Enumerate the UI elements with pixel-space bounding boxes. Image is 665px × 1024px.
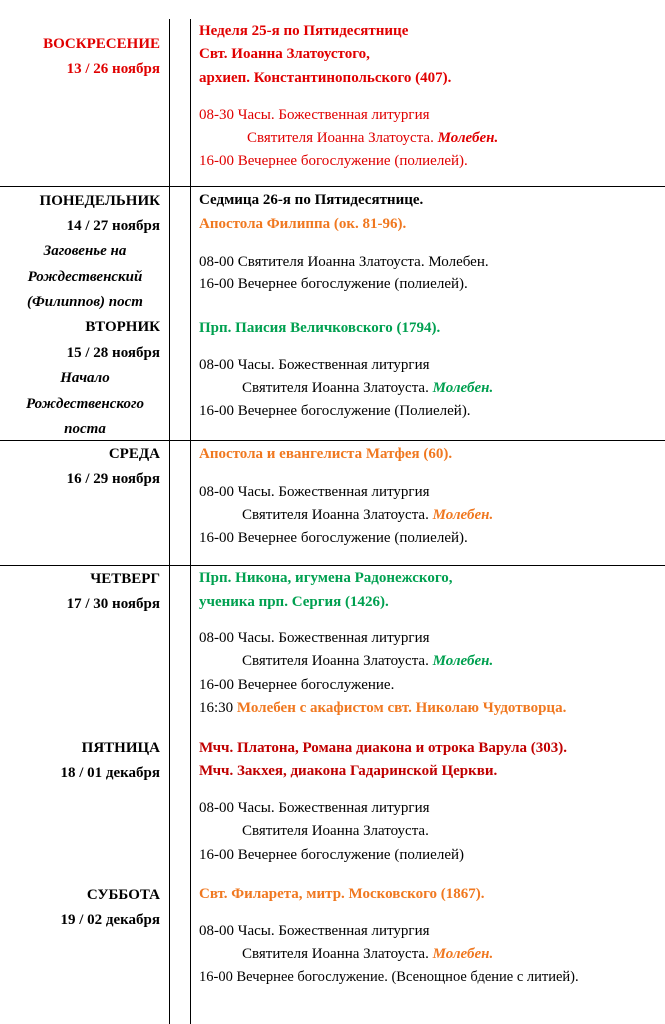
day-date-saturday: 19 / 02 декабря [60,912,160,928]
feast-sunday-3: архиеп. Константинопольского (407). [199,70,452,86]
day-name-friday: ПЯТНИЦА [81,740,160,756]
day-date-wednesday: 16 / 29 ноября [66,471,160,487]
service-wednesday-1: 08-00 Часы. Божественная литургия [199,484,430,500]
day-date-friday: 18 / 01 декабря [60,765,160,781]
day-date-sunday: 13 / 26 ноября [66,61,160,77]
service-friday-1: 08-00 Часы. Божественная литургия [199,800,430,816]
service-friday-2: Святителя Иоанна Златоуста. [242,823,429,839]
day-name-sunday: ВОСКРЕСЕНИЕ [43,36,160,52]
day-name-thursday: ЧЕТВЕРГ [90,571,160,587]
column-divider-left [169,19,170,1024]
service-saturday-1: 08-00 Часы. Божественная литургия [199,923,430,939]
feast-saturday: Свт. Филарета, митр. Московского (1867). [199,886,485,902]
service-thursday-3: 16-00 Вечернее богослужение. [199,677,395,693]
feast-tuesday: Прп. Паисия Величковского (1794). [199,320,441,336]
day-date-tuesday: 15 / 28 ноября [66,345,160,361]
service-saturday-3: 16-00 Вечернее богослужение. (Всенощное бдение с литией). [199,969,579,985]
service-wednesday-3: 16-00 Вечернее богослужение (полиелей). [199,530,468,546]
moleben-saturday: Молебен. [432,946,494,962]
service-saturday-2: Святителя Иоанна Златоуста. Молебен. [242,946,494,962]
feast-friday-1: Мчч. Платона, Романа диакона и отрока Варула (303). [199,740,568,756]
day-note-tuesday-1: Начало [60,370,110,386]
service-tuesday-2: Святителя Иоанна Златоуста. Молебен. [242,380,494,396]
column-divider-right [190,19,191,1024]
moleben-wednesday: Молебен. [432,507,494,523]
moleben-thursday: Молебен. [432,653,494,669]
moleben-tuesday: Молебен. [432,380,494,396]
service-thursday-2: Святителя Иоанна Златоуста. Молебен. [242,653,494,669]
week-title: Седмица 26-я по Пятидесятнице. [199,192,424,208]
day-name-tuesday: ВТОРНИК [85,319,160,335]
feast-monday: Апостола Филиппа (ок. 81-96). [199,216,407,232]
service-thursday-1: 08-00 Часы. Божественная литургия [199,630,430,646]
akathist-thursday: Молебен с акафистом свт. Николаю Чудотворца. [236,700,567,716]
day-date-monday: 14 / 27 ноября [66,218,160,234]
row-divider-2 [0,440,665,441]
feast-sunday-1: Неделя 25-я по Пятидесятнице [199,23,409,39]
service-monday-2: 16-00 Вечернее богослужение (полиелей). [199,276,468,292]
feast-sunday-2: Свт. Иоанна Златоустого, [199,46,370,62]
service-thursday-4: 16:30 Молебен с акафистом свт. Николаю Чудотворца. [199,700,567,716]
service-wednesday-2: Святителя Иоанна Златоуста. Молебен. [242,507,494,523]
day-name-monday: ПОНЕДЕЛЬНИК [39,193,160,209]
day-date-thursday: 17 / 30 ноября [66,596,160,612]
row-divider-3 [0,565,665,566]
day-name-saturday: СУББОТА [86,887,160,903]
day-note-monday-3: (Филиппов) пост [27,294,143,310]
service-tuesday-3: 16-00 Вечернее богослужение (Полиелей). [199,403,471,419]
service-sunday-3: 16-00 Вечернее богослужение (полиелей). [199,153,468,169]
row-divider-1 [0,186,665,187]
service-tuesday-1: 08-00 Часы. Божественная литургия [199,357,430,373]
service-monday-1: 08-00 Святителя Иоанна Златоуста. Молебен. [199,254,489,270]
feast-wednesday: Апостола и евангелиста Матфея (60). [199,446,453,462]
service-sunday-1: 08-30 Часы. Божественная литургия [199,107,430,123]
service-friday-3: 16-00 Вечернее богослужение (полиелей) [199,847,465,863]
day-note-monday-2: Рождественский [27,269,143,285]
feast-thursday-2: ученика прп. Сергия (1426). [199,594,389,610]
day-note-tuesday-2: Рождественского [26,396,144,412]
feast-friday-2: Мчч. Закхея, диакона Гадаринской Церкви. [199,763,498,779]
day-note-tuesday-3: поста [64,421,106,437]
feast-thursday-1: Прп. Никона, игумена Радонежского, [199,570,453,586]
day-name-wednesday: СРЕДА [108,446,160,462]
moleben-sunday: Молебен. [437,130,499,146]
day-note-monday-1: Заговенье на [43,243,127,259]
service-sunday-2: Святителя Иоанна Златоуста. Молебен. [247,130,499,146]
